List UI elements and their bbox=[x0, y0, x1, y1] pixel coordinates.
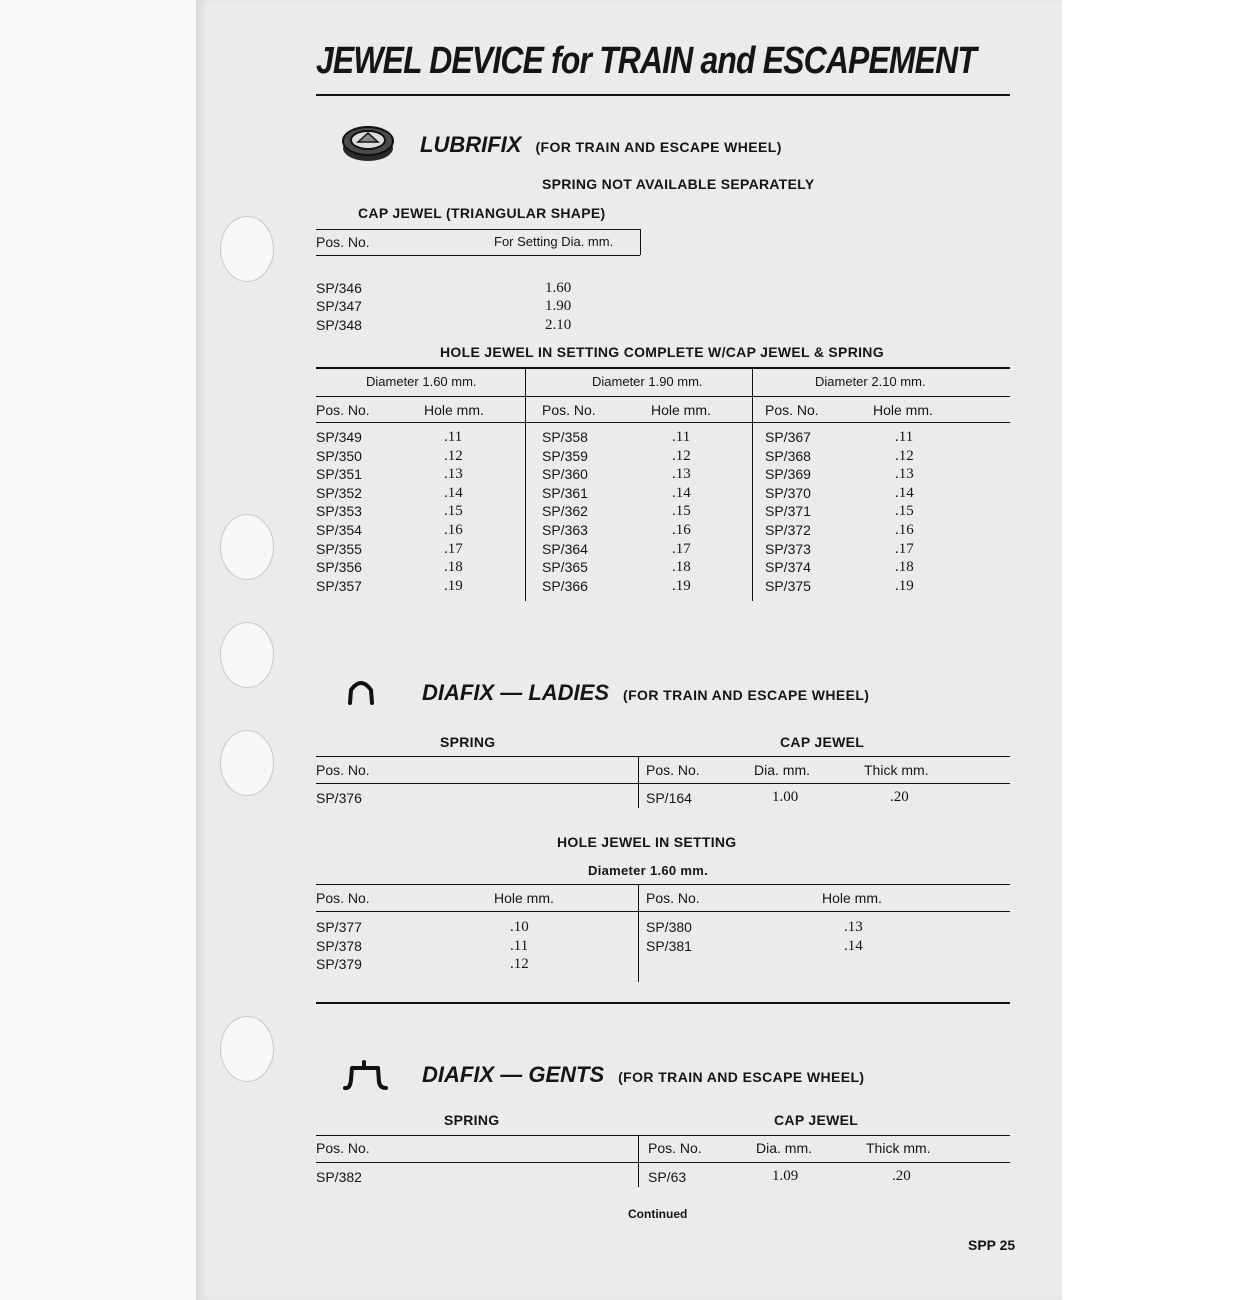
lubrifix-note: SPRING NOT AVAILABLE SEPARATELY bbox=[542, 176, 815, 192]
cap-dia: 1.00 bbox=[772, 789, 799, 805]
cap-thick: .20 bbox=[890, 789, 909, 805]
table-cell: SP/351 bbox=[316, 466, 362, 483]
col-header: Pos. No. bbox=[316, 234, 370, 250]
table-cell: .10 bbox=[510, 919, 529, 935]
col-header: Pos. No. bbox=[316, 890, 370, 906]
rule bbox=[316, 422, 1010, 423]
col-header: Hole mm. bbox=[873, 402, 933, 418]
rule bbox=[640, 229, 641, 255]
cap-dia: 1.90 bbox=[545, 298, 572, 315]
table-cell: .18 bbox=[895, 559, 914, 576]
table-cell: .13 bbox=[844, 919, 863, 935]
pos-column bbox=[316, 918, 362, 974]
hole-column bbox=[672, 428, 691, 595]
binder-hole bbox=[220, 514, 274, 580]
rule bbox=[316, 911, 1010, 912]
table-cell: .14 bbox=[895, 484, 914, 501]
diameter-label: Diameter 2.10 mm. bbox=[815, 374, 926, 389]
section-divider bbox=[316, 1002, 1010, 1004]
table-cell: SP/352 bbox=[316, 484, 362, 501]
diafix-gents-subtitle: (FOR TRAIN AND ESCAPE WHEEL) bbox=[618, 1069, 865, 1085]
table-cell: SP/359 bbox=[542, 447, 588, 464]
table-cell: .18 bbox=[444, 559, 463, 576]
background-left bbox=[0, 0, 196, 1300]
table-cell: .14 bbox=[844, 937, 863, 954]
table-cell: SP/380 bbox=[646, 919, 692, 935]
lubrifix-name: LUBRIFIX bbox=[420, 132, 522, 157]
table-cell: .15 bbox=[672, 503, 691, 520]
diafix-gents-heading bbox=[422, 1062, 864, 1088]
catalog-page bbox=[196, 0, 1062, 1300]
rule bbox=[316, 783, 1010, 784]
col-header: Pos. No. bbox=[648, 1140, 702, 1156]
table-cell: .16 bbox=[444, 521, 463, 538]
table-cell: .15 bbox=[895, 503, 914, 520]
table-cell: SP/377 bbox=[316, 919, 362, 935]
col-header: Pos. No. bbox=[646, 762, 700, 778]
diameter-label: Diameter 1.60 mm. bbox=[366, 374, 477, 389]
title-rule bbox=[316, 94, 1010, 96]
page-title: JEWEL DEVICE for TRAIN and ESCAPEMENT bbox=[316, 40, 977, 82]
col-header: Pos. No. bbox=[316, 762, 370, 778]
table-cell: .16 bbox=[672, 521, 691, 538]
table-cell: SP/369 bbox=[765, 466, 811, 483]
binder-hole bbox=[220, 730, 274, 796]
hole-jewel-heading: HOLE JEWEL IN SETTING COMPLETE W/CAP JEWEL & SPRING bbox=[440, 344, 884, 360]
table-cell: SP/349 bbox=[316, 429, 362, 445]
table-cell: .12 bbox=[672, 447, 691, 464]
col-header: Pos. No. bbox=[316, 402, 370, 418]
table-cell: .11 bbox=[895, 429, 914, 445]
rule bbox=[316, 884, 1010, 885]
table-cell: .13 bbox=[895, 466, 914, 483]
diafix-gents-spring-icon bbox=[342, 1058, 390, 1092]
col-header: Pos. No. bbox=[542, 402, 596, 418]
col-header: Dia. mm. bbox=[754, 762, 810, 778]
table-cell: SP/381 bbox=[646, 937, 692, 954]
rule bbox=[525, 367, 526, 601]
table-cell: SP/362 bbox=[542, 503, 588, 520]
hole-column bbox=[844, 918, 863, 955]
rule bbox=[752, 367, 753, 601]
table-cell: SP/378 bbox=[316, 937, 362, 954]
diafix-ladies-heading bbox=[422, 680, 869, 706]
rule bbox=[316, 756, 1010, 757]
table-cell: SP/375 bbox=[765, 577, 811, 594]
cap-dia: 1.09 bbox=[772, 1168, 799, 1184]
hole-column bbox=[895, 428, 914, 595]
col-header: For Setting Dia. mm. bbox=[494, 234, 614, 249]
cap-pos: SP/164 bbox=[646, 790, 692, 806]
rule bbox=[316, 1135, 1010, 1136]
pos-column bbox=[646, 918, 692, 955]
table-cell: SP/371 bbox=[765, 503, 811, 520]
col-header: Pos. No. bbox=[646, 890, 700, 906]
table-cell: SP/374 bbox=[765, 559, 811, 576]
diafix-ladies-spring-icon bbox=[346, 676, 376, 706]
table-cell: SP/354 bbox=[316, 521, 362, 538]
cap-dia: 1.60 bbox=[545, 279, 572, 296]
ladies-hole-heading: HOLE JEWEL IN SETTING bbox=[557, 834, 737, 850]
col-header: Thick mm. bbox=[864, 762, 929, 778]
cap-jewel-label: CAP JEWEL bbox=[780, 734, 865, 750]
spring-label: SPRING bbox=[444, 1112, 500, 1128]
table-cell: SP/379 bbox=[316, 956, 362, 973]
hole-column bbox=[510, 918, 529, 974]
col-header: Hole mm. bbox=[424, 402, 484, 418]
table-cell: .19 bbox=[672, 577, 691, 594]
pos-column bbox=[542, 428, 588, 595]
table-cell: SP/365 bbox=[542, 559, 588, 576]
rule bbox=[316, 1162, 1010, 1163]
table-cell: .11 bbox=[672, 429, 691, 445]
table-cell: .18 bbox=[672, 559, 691, 576]
table-cell: SP/368 bbox=[765, 447, 811, 464]
rule bbox=[316, 367, 1010, 369]
table-cell: SP/373 bbox=[765, 540, 811, 557]
continued-note: Continued bbox=[628, 1207, 688, 1221]
table-cell: .11 bbox=[510, 937, 529, 954]
diafix-gents-name: DIAFIX — GENTS bbox=[422, 1062, 605, 1087]
rule bbox=[638, 1135, 639, 1187]
table-cell: SP/357 bbox=[316, 577, 362, 594]
table-cell: SP/353 bbox=[316, 503, 362, 520]
table-cell: .17 bbox=[444, 540, 463, 557]
lubrifix-subtitle: (FOR TRAIN AND ESCAPE WHEEL) bbox=[535, 139, 782, 155]
table-cell: .16 bbox=[895, 521, 914, 538]
table-cell: .13 bbox=[672, 466, 691, 483]
table-cell: SP/356 bbox=[316, 559, 362, 576]
rule bbox=[638, 884, 639, 982]
table-cell: .12 bbox=[444, 447, 463, 464]
col-header: Pos. No. bbox=[316, 1140, 370, 1156]
binder-hole bbox=[220, 216, 274, 282]
table-cell: .19 bbox=[895, 577, 914, 594]
table-cell: SP/358 bbox=[542, 429, 588, 445]
cap-thick: .20 bbox=[892, 1168, 911, 1184]
binder-hole bbox=[220, 1016, 274, 1082]
table-cell: .17 bbox=[895, 540, 914, 557]
pos-column bbox=[316, 428, 362, 595]
spring-pos: SP/376 bbox=[316, 790, 362, 806]
table-cell: SP/370 bbox=[765, 484, 811, 501]
table-cell: .15 bbox=[444, 503, 463, 520]
table-cell: .19 bbox=[444, 577, 463, 594]
table-cell: SP/361 bbox=[542, 484, 588, 501]
cap-jewel-heading: CAP JEWEL (TRIANGULAR SHAPE) bbox=[358, 205, 606, 221]
table-cell: SP/367 bbox=[765, 429, 811, 445]
spring-pos: SP/382 bbox=[316, 1169, 362, 1185]
cap-pos-column bbox=[316, 260, 362, 334]
cap-pos: SP/347 bbox=[316, 298, 362, 315]
col-header: Thick mm. bbox=[866, 1140, 931, 1156]
diafix-ladies-name: DIAFIX — LADIES bbox=[422, 680, 610, 705]
ladies-hole-diameter: Diameter 1.60 mm. bbox=[588, 863, 708, 878]
rule bbox=[316, 396, 1010, 397]
table-cell: .11 bbox=[444, 429, 463, 445]
table-cell: SP/355 bbox=[316, 540, 362, 557]
col-header: Pos. No. bbox=[765, 402, 819, 418]
lubrifix-jewel-icon bbox=[340, 122, 396, 164]
table-cell: .12 bbox=[895, 447, 914, 464]
cap-jewel-label: CAP JEWEL bbox=[774, 1112, 859, 1128]
lubrifix-heading bbox=[420, 132, 782, 158]
table-cell: SP/364 bbox=[542, 540, 588, 557]
col-header: Hole mm. bbox=[651, 402, 711, 418]
table-cell: .13 bbox=[444, 466, 463, 483]
cap-pos: SP/346 bbox=[316, 279, 362, 296]
hole-column bbox=[444, 428, 463, 595]
table-cell: .17 bbox=[672, 540, 691, 557]
col-header: Hole mm. bbox=[822, 890, 882, 906]
table-cell: SP/372 bbox=[765, 521, 811, 538]
cap-pos: SP/63 bbox=[648, 1169, 687, 1185]
diafix-ladies-subtitle: (FOR TRAIN AND ESCAPE WHEEL) bbox=[623, 687, 870, 703]
rule bbox=[316, 229, 640, 230]
cap-dia: 2.10 bbox=[545, 316, 572, 333]
table-cell: SP/363 bbox=[542, 521, 588, 538]
table-cell: SP/350 bbox=[316, 447, 362, 464]
rule bbox=[638, 756, 639, 808]
binder-hole bbox=[220, 622, 274, 688]
pos-column bbox=[765, 428, 811, 595]
table-cell: .14 bbox=[444, 484, 463, 501]
diameter-label: Diameter 1.90 mm. bbox=[592, 374, 703, 389]
spring-label: SPRING bbox=[440, 734, 496, 750]
col-header: Dia. mm. bbox=[756, 1140, 812, 1156]
table-cell: .14 bbox=[672, 484, 691, 501]
rule bbox=[316, 255, 640, 256]
cap-pos: SP/348 bbox=[316, 316, 362, 333]
col-header: Hole mm. bbox=[494, 890, 554, 906]
page-number: SPP 25 bbox=[968, 1237, 1016, 1253]
table-cell: SP/366 bbox=[542, 577, 588, 594]
table-cell: .12 bbox=[510, 956, 529, 973]
table-cell: SP/360 bbox=[542, 466, 588, 483]
cap-dia-column bbox=[545, 260, 571, 334]
